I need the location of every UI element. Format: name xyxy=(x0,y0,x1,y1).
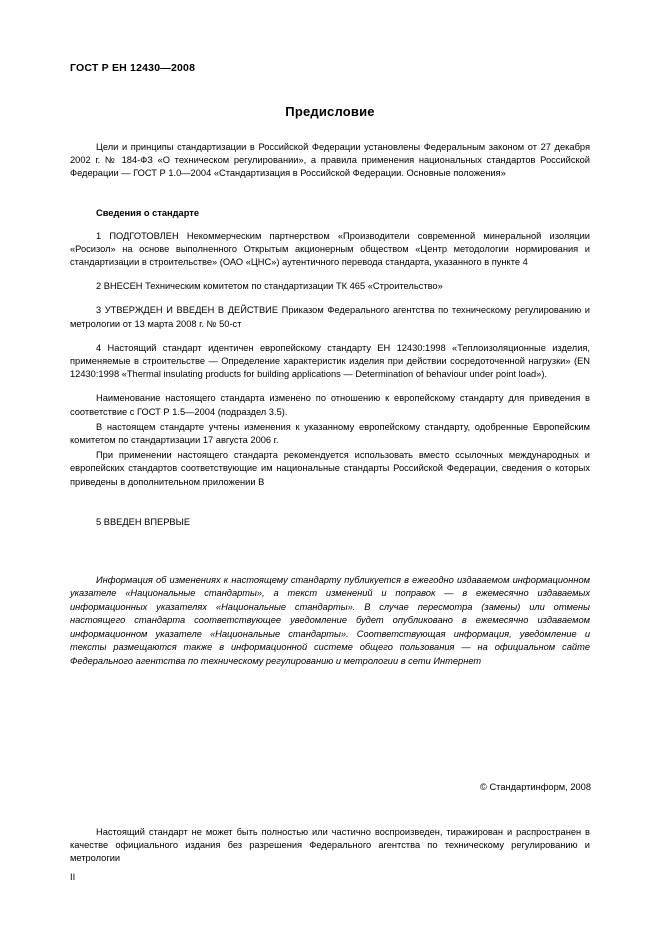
list-item: 2 ВНЕСЕН Техническим комитетом по стандартизации ТК 465 «Строительство» xyxy=(96,281,443,292)
page-content xyxy=(70,62,590,668)
copyright-line: © Стандартинформ, 2008 xyxy=(480,782,591,792)
sub-paragraph: В настоящем стандарте учтены изменения к указанному европейскому стандарту, одобренные Европейским комитетом по стандартизации 17 августа 2006 г. xyxy=(70,421,590,446)
change-notice: Информация об изменениях к настоящему стандарту публикуется в ежегодно издаваемом информационном указателе «Национальные стандарты», а текст изменений и поправок — в ежемесячно издаваемых информационных указателях «Национальные стандарты». В случае пересмотра (замены) или отмены настоящего стандарта соответствующее уведомление будет опубликовано в ежемесячно издаваемом информационном указателе «Национальные стандарты». Соответствующая информация, уведомление и тексты размещаются также в информационной системе общего пользования — на официальном сайте Федерального агентства по техническому регулированию и метрологии в сети Интернет xyxy=(70,575,590,666)
list-item: 5 ВВЕДЕН ВПЕРВЫЕ xyxy=(96,516,191,527)
list-item: 3 УТВЕРЖДЕН И ВВЕДЕН В ДЕЙСТВИЕ Приказом Федерального агентства по техническому регулированию и метрологии от 13 марта 2008 г. № 50-ст xyxy=(70,305,590,329)
intro-paragraph: Цели и принципы стандартизации в Российской Федерации установлены Федеральным законом от 27 декабря 2002 г. № 184-ФЗ «О техническом регулировании», а правила применения национальных стандартов Российской Федерации — ГОСТ Р 1.0—2004 «Стандартизация в Российской Федерации. Основные положения» xyxy=(70,142,590,179)
section-heading: Сведения о стандарте xyxy=(96,207,200,218)
list-item: 4 Настоящий стандарт идентичен европейскому стандарту ЕН 12430:1998 «Теплоизоляционные изделия, применяемые в строительстве — Определение характеристик изделия при действии сосредоточенной нагрузки» (EN 12430:1998 «Thermal insulating products for building applications — Determination of behaviour under point load»). xyxy=(70,342,590,380)
page-number: II xyxy=(70,872,76,882)
sub-paragraph: При применении настоящего стандарта рекомендуется использовать вместо ссылочных международных и европейских стандартов соответствующие им национальные стандарты Российской Федерации, сведения о которых приведены в дополнительном приложении В xyxy=(70,450,590,487)
reproduction-note: Настоящий стандарт не может быть полностью или частично воспроизведен, тиражирован и распространен в качестве официального издания без разрешения Федерального агентства по техническому регулированию и метрологии xyxy=(70,827,590,864)
list-item: 1 ПОДГОТОВЛЕН Некоммерческим партнерством «Производители современной минеральной изоляции «Росизол» на основе выполненного Открытым акционерным обществом «Центр методологии нормирования и стандартизации в строительстве» (ОАО «ЦНС») аутентичного перевода стандарта, указанного в пункте 4 xyxy=(70,230,590,268)
page-title: Предисловие xyxy=(285,104,375,119)
document-code: ГОСТ Р ЕН 12430—2008 xyxy=(70,62,196,74)
sub-paragraph: Наименование настоящего стандарта изменено по отношению к европейскому стандарту для приведения в соответствие с ГОСТ Р 1.5—2004 (подраздел 3.5). xyxy=(70,393,590,417)
